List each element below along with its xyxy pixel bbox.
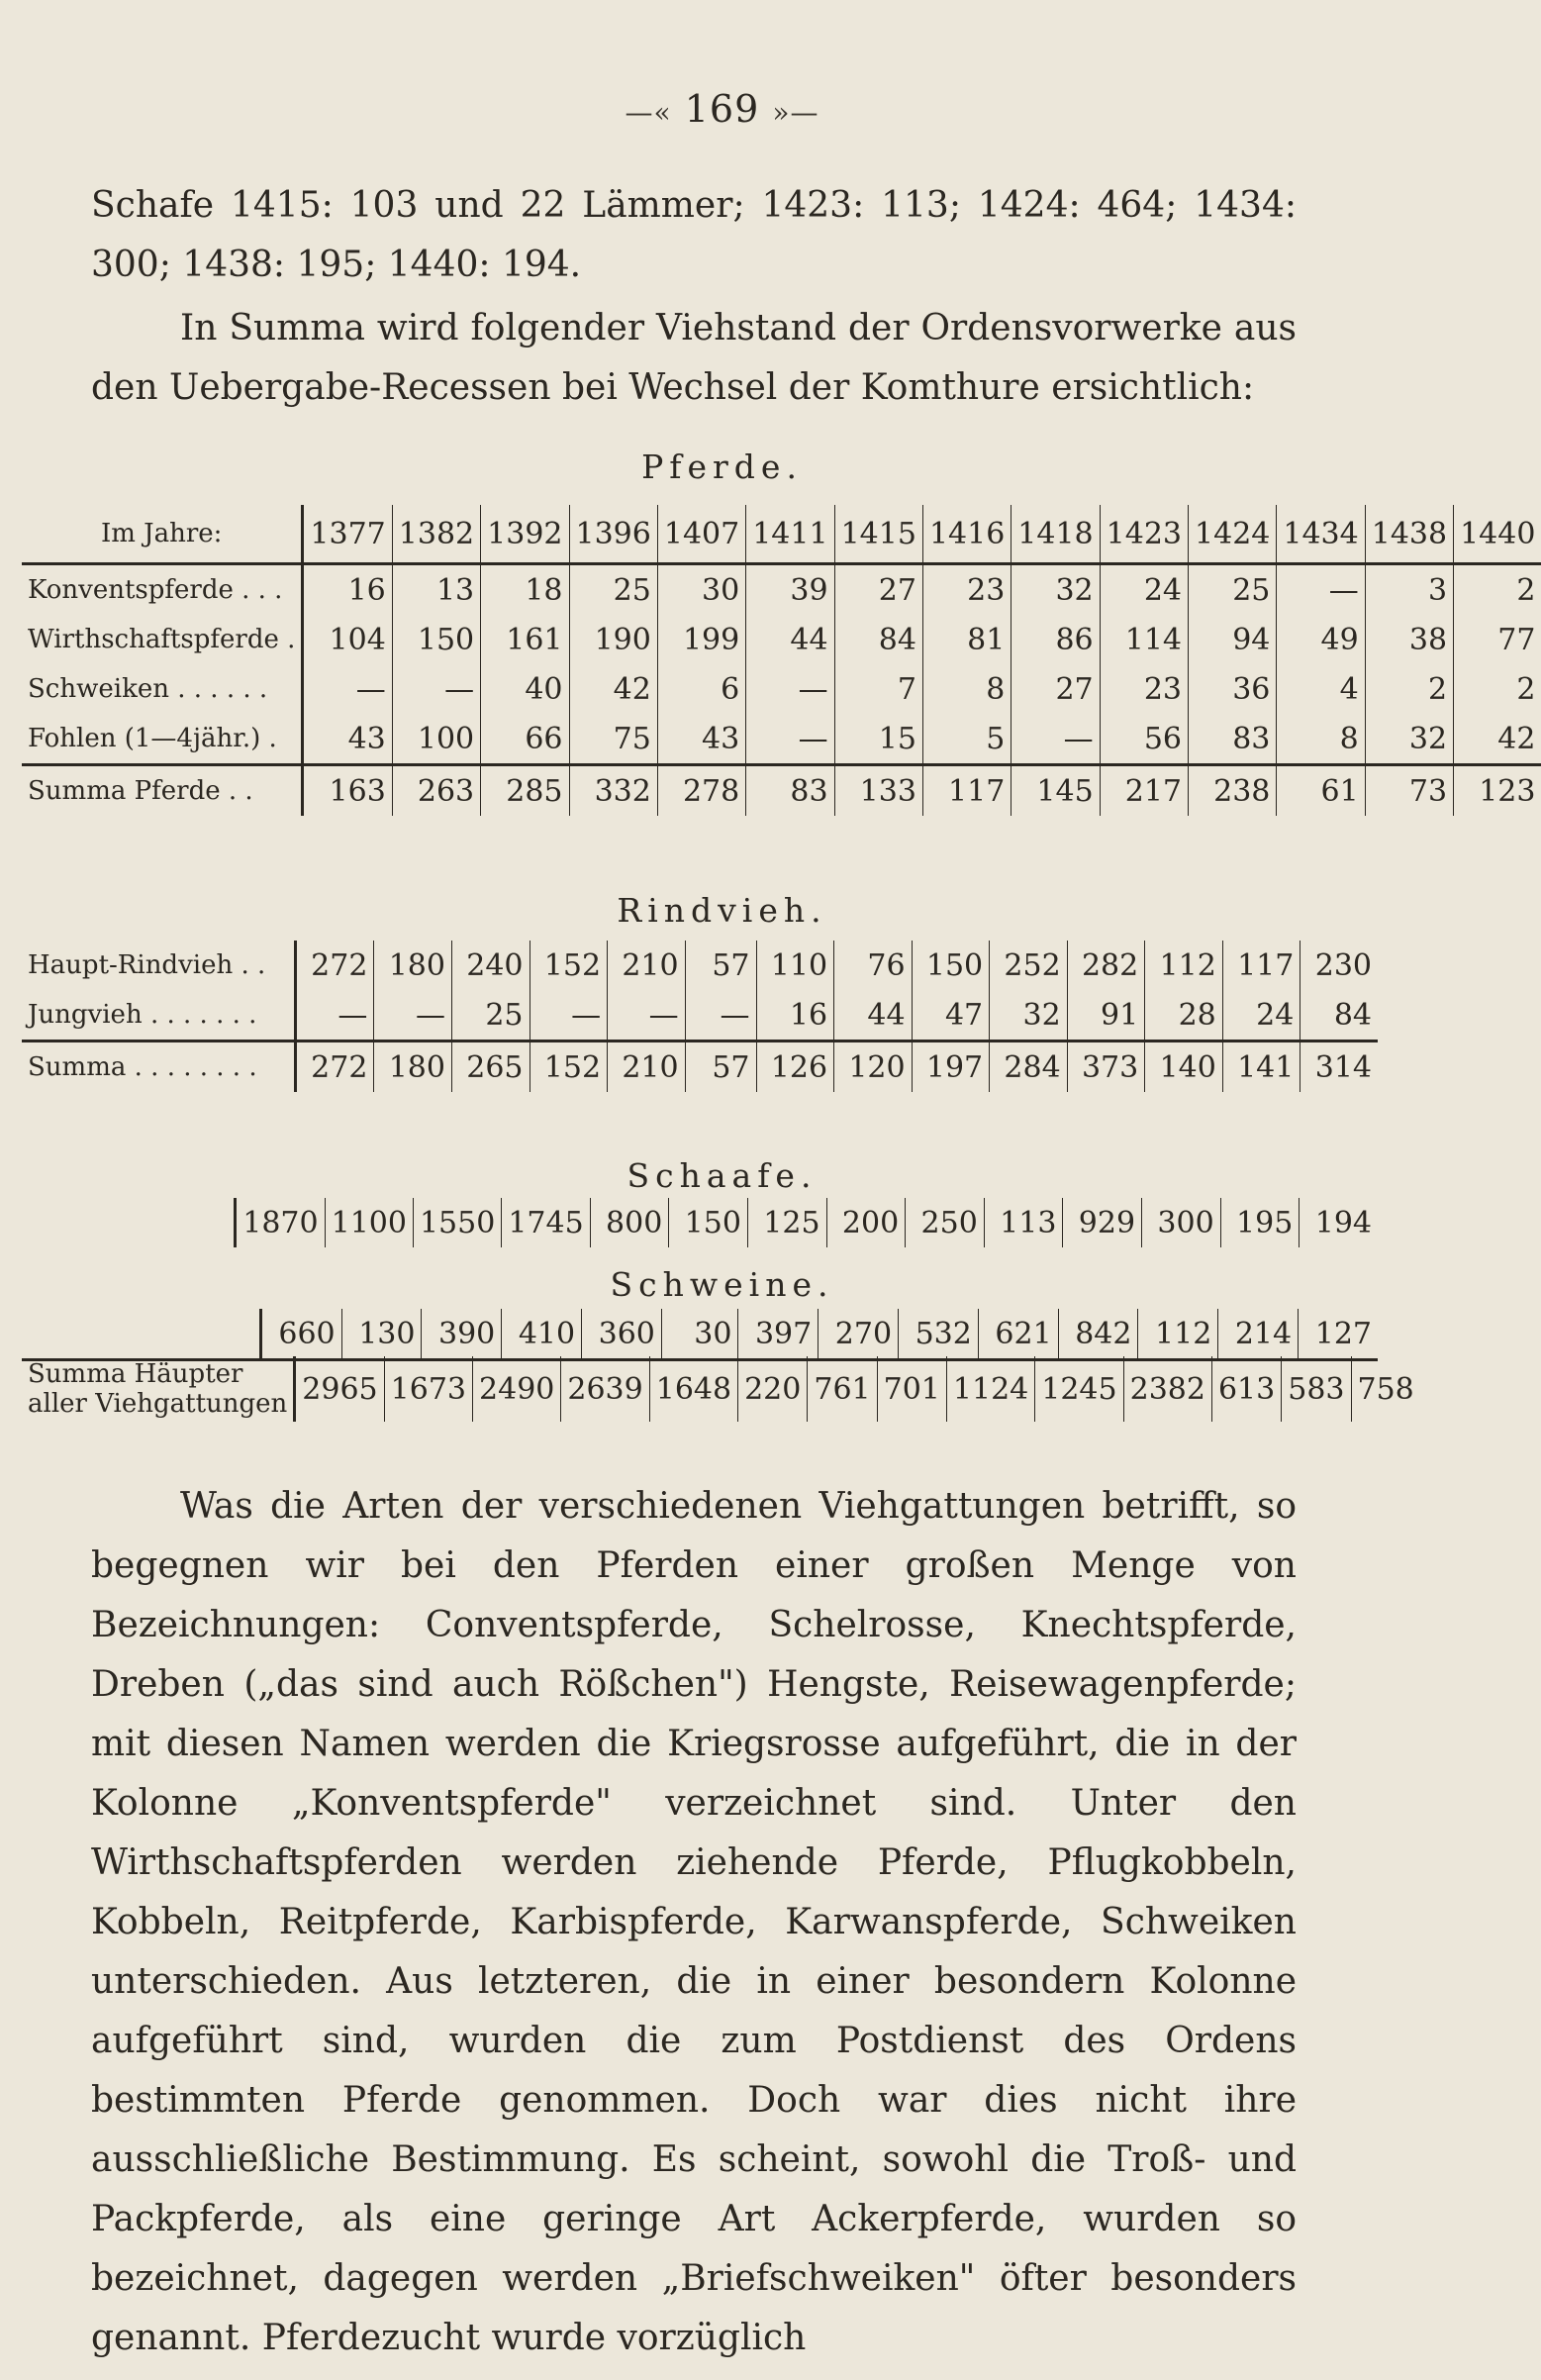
schaafe-row-cell: 125 [747,1198,826,1247]
pferde-row-cell: 43 [303,714,392,765]
year-header-cell: 1440 [1454,505,1541,564]
schweine-row-cell: 30 [661,1309,738,1360]
schaafe-row-cell: 1100 [325,1198,413,1247]
year-header-cell: 1423 [1100,505,1188,564]
pferde-row-cell: 39 [746,564,834,616]
pferde-row-cell: 30 [657,564,745,616]
year-header-row [22,505,1541,564]
schaafe-row-cell: 1870 [236,1198,325,1247]
rindvieh-sum-row-cell: 140 [1145,1041,1223,1093]
pferde-row-cell: 13 [392,564,480,616]
pferde-sum-row-cell: 278 [657,765,745,817]
pferde-row [22,714,1541,765]
year-header-cell: 1434 [1277,505,1365,564]
rindvieh-row-cell: 25 [451,990,530,1041]
rindvieh-row-cell: 282 [1067,941,1145,990]
pferde-row-cell: 75 [569,714,657,765]
closing-paragraph: Was die Arten der verschiedenen Viehgattungen betrifft, so begegnen wir bei den Pferden einer großen Menge von Bezeichnungen: Conventspferde, Schelrosse, Knechtspferde, Dreben („das sind auch Rößchen") Hengste, Reisewagenpferde; mit diesen Namen werden die Kriegsrosse aufgeführt, die in der Kolonne „Konventspferde" verzeichnet sind. Unter den Wirthschaftspferden werden ziehende Pferde, Pflugkobbeln, Kobbeln, Reitpferde, Karbispferde, Karwanspferde, Schweiken unterschieden. Aus letzteren, die in einer besondern Kolonne aufgeführt sind, wurden die zum Postdienst des Ordens bestimmten Pferde genommen. Doch war dies nicht ihre ausschließliche Bestimmung. Es scheint, sowohl die Troß- und Packpferde, als eine geringe Art Ackerpferde, wurden so bezeichnet, dagegen werden „Briefschweiken" öfter besonders genannt. Pferdezucht wurde vorzüglich [91,1486,1297,2358]
year-header-cell: 1418 [1011,505,1100,564]
pferde-row-cell: 199 [657,615,745,664]
schaafe-row-cell: 800 [590,1198,669,1247]
rindvieh-row-cell: 230 [1300,941,1378,990]
year-header-cell: 1392 [481,505,569,564]
rindvieh-sum-row-cell: 197 [912,1041,990,1093]
year-header-label: Im Jahre: [22,505,303,564]
total-row-cell: 220 [738,1356,808,1422]
schweine-row-cell: 360 [582,1309,662,1360]
rindvieh-sum-row-cell: 373 [1067,1041,1145,1093]
year-header-cell: 1396 [569,505,657,564]
year-header-cell: 1424 [1189,505,1277,564]
rindvieh-sum-row-cell: 284 [990,1041,1068,1093]
schaafe-row-cell: 250 [906,1198,985,1247]
schaafe-row-cell: 150 [669,1198,748,1247]
pferde-row-cell: — [303,664,392,714]
rindvieh-row-cell: 117 [1222,941,1300,990]
rindvieh-row-cell: 110 [756,941,834,990]
year-header-cell: 1382 [392,505,480,564]
rindvieh-row-cell: 91 [1067,990,1145,1041]
total-row-label [22,1356,295,1422]
pferde-row-cell: 25 [1189,564,1277,616]
rindvieh-row-cell: — [608,990,686,1041]
pferde-sum-row-cell: 83 [746,765,834,817]
year-header-cell: 1411 [746,505,834,564]
schaafe-row-cell: 195 [1220,1198,1300,1247]
pferde-row-cell: 7 [834,664,922,714]
pferde-row-cell: 2 [1454,564,1541,616]
pferde-row-label: Schweiken . . . . . . [28,674,268,704]
pferde-row-cell: — [746,664,834,714]
pferde-row-cell: 114 [1100,615,1188,664]
total-row [22,1356,1420,1422]
schweine-row-cell: 112 [1138,1309,1218,1360]
pferde-row-cell: 150 [392,615,480,664]
intro-paragraph-1: Schafe 1415: 103 und 22 Lämmer; 1423: 113; 1424: 464; 1434: 300; 1438: 195; 1440: 194. [91,185,1297,285]
pferde-row-cell: 56 [1100,714,1188,765]
schweine-row-cell: 214 [1218,1309,1299,1360]
pferde-row [22,564,1541,616]
intro-paragraph-2: In Summa wird folgender Viehstand der Ordensvorwerke aus den Uebergabe-Recessen bei Wechsel der Komthure ersichtlich: [91,308,1297,408]
pferde-row-cell: 5 [922,714,1011,765]
pferde-row-cell: 49 [1277,615,1365,664]
pferde-row-cell: 18 [481,564,569,616]
total-table [22,1356,1420,1422]
pferde-row-cell: 36 [1189,664,1277,714]
pferde-row-cell: 4 [1277,664,1365,714]
pferde-sum-row-cell: 61 [1277,765,1365,817]
rindvieh-sum-row-cell: 314 [1300,1041,1378,1093]
rindvieh-row-cell: — [295,990,374,1041]
rindvieh-sum-row-cell: 180 [374,1041,452,1093]
pferde-row-cell: 81 [922,615,1011,664]
pferde-sum-row-cell: 123 [1454,765,1541,817]
schweine-row-cell: 130 [341,1309,422,1360]
pferde-table [22,505,1541,816]
rindvieh-sum-row-cell: 141 [1222,1041,1300,1093]
rindvieh-row-cell: 252 [990,941,1068,990]
total-row-cell: 613 [1211,1356,1281,1422]
pferde-row-cell: 190 [569,615,657,664]
pferde-sum-row-cell: 73 [1365,765,1453,817]
schaafe-row-cell: 1745 [502,1198,590,1247]
pferde-sum-row-cell: 217 [1100,765,1188,817]
rindvieh-row-cell: 84 [1300,990,1378,1041]
pferde-row-cell: 83 [1189,714,1277,765]
total-row-cell: 1648 [649,1356,737,1422]
page-number: 169 [684,87,760,131]
pferde-row-cell: 8 [1277,714,1365,765]
total-row-cell: 2382 [1123,1356,1211,1422]
rindvieh-sum-row [22,1041,1378,1093]
pferde-row-cell: 8 [922,664,1011,714]
rindvieh-row-cell: 152 [530,941,608,990]
total-row-cell: 2965 [295,1356,384,1422]
rindvieh-sum-row-cell: 57 [685,1041,756,1093]
schaafe-row-cell: 113 [984,1198,1063,1247]
pferde-row-cell: — [746,714,834,765]
section-title-schweine: Schweine. [610,1265,834,1304]
rindvieh-row-cell: 28 [1145,990,1223,1041]
pferde-row-cell: 3 [1365,564,1453,616]
total-row-cell: 761 [808,1356,877,1422]
pferde-sum-row [22,765,1541,817]
pferde-row-cell: 42 [1454,714,1541,765]
schweine-row-cell: 842 [1058,1309,1138,1360]
pferde-row-cell: 15 [834,714,922,765]
total-row-cell: 583 [1282,1356,1351,1422]
pferde-row [22,615,1541,664]
schaafe-row-cell: 1550 [413,1198,501,1247]
schaafe-row [22,1198,1378,1247]
pferde-sum-row-cell: 133 [834,765,922,817]
right-ornament: »— [772,96,819,129]
rindvieh-row-cell: 150 [912,941,990,990]
pferde-row-cell: 77 [1454,615,1541,664]
total-row-cell: 1673 [384,1356,472,1422]
total-row-cell: 1124 [946,1356,1034,1422]
schaafe-row-cell: 194 [1300,1198,1378,1247]
pferde-row-label: Konventspferde . . . [28,575,283,605]
rindvieh-sum-row-cell: 120 [834,1041,913,1093]
rindvieh-row-cell: 112 [1145,941,1223,990]
pferde-row-cell: 43 [657,714,745,765]
left-ornament: —« [625,96,672,129]
pferde-sum-row-label: Summa Pferde . . [22,765,303,817]
rindvieh-sum-row-cell: 152 [530,1041,608,1093]
total-row-cell: 701 [877,1356,946,1422]
schweine-row-cell: 397 [738,1309,819,1360]
rindvieh-row [22,990,1378,1041]
pferde-row-cell: 104 [303,615,392,664]
pferde-row-cell: 24 [1100,564,1188,616]
total-row-cell: 758 [1351,1356,1420,1422]
schweine-row [22,1309,1378,1360]
pferde-row-cell: 23 [1100,664,1188,714]
schweine-row-cell: 127 [1299,1309,1378,1360]
rindvieh-row-cell: 180 [374,941,452,990]
pferde-row-label: Wirthschaftspferde . [28,625,296,654]
pferde-sum-row-cell: 263 [392,765,480,817]
pferde-sum-row-cell: 145 [1011,765,1100,817]
total-label-line1: Summa Häupter [28,1359,243,1389]
schweine-row-label [22,1309,260,1360]
total-row-cell: 1245 [1035,1356,1123,1422]
pferde-row-cell: 32 [1011,564,1100,616]
pferde-row-cell: 2 [1454,664,1541,714]
pferde-sum-row-cell: 117 [922,765,1011,817]
year-header-cell: 1416 [922,505,1011,564]
rindvieh-row-cell: 272 [295,941,374,990]
year-header-cell: 1415 [834,505,922,564]
year-header-cell: 1407 [657,505,745,564]
schaafe-table [22,1198,1378,1247]
rindvieh-row-cell: 24 [1222,990,1300,1041]
schweine-row-cell: 532 [899,1309,979,1360]
pferde-row-cell: 94 [1189,615,1277,664]
pferde-row-cell: — [392,664,480,714]
schaafe-row-cell: 200 [826,1198,906,1247]
rindvieh-row-cell: 44 [834,990,913,1041]
pferde-sum-row-cell: 238 [1189,765,1277,817]
pferde-sum-row-cell: 285 [481,765,569,817]
schaafe-row-cell: 300 [1142,1198,1221,1247]
rindvieh-row-cell: 47 [912,990,990,1041]
pferde-row-cell: 40 [481,664,569,714]
rindvieh-sum-row-cell: 272 [295,1041,374,1093]
pferde-row-cell: 86 [1011,615,1100,664]
rindvieh-row-label: Jungvieh . . . . . . . [22,990,295,1041]
rindvieh-sum-row-cell: 265 [451,1041,530,1093]
pferde-row-cell: 25 [569,564,657,616]
pferde-row-cell: 23 [922,564,1011,616]
pferde-row-cell: 38 [1365,615,1453,664]
rindvieh-row-cell: — [374,990,452,1041]
pferde-row-cell: 161 [481,615,569,664]
total-label-line2: aller Viehgattungen [28,1389,288,1419]
rindvieh-sum-row-label: Summa . . . . . . . . [28,1052,257,1082]
rindvieh-row-cell: — [530,990,608,1041]
pferde-row-cell: 44 [746,615,834,664]
rindvieh-sum-row-cell: 210 [608,1041,686,1093]
section-title-pferde: Pferde. [641,447,803,486]
schweine-row-cell: 390 [422,1309,502,1360]
schweine-table [22,1309,1378,1361]
rindvieh-row [22,941,1378,990]
pferde-row-cell: — [1011,714,1100,765]
rindvieh-row-cell: 32 [990,990,1068,1041]
pferde-sum-row-cell: 332 [569,765,657,817]
pferde-row-cell: 42 [569,664,657,714]
pferde-row-cell: 27 [1011,664,1100,714]
pferde-row-cell: 100 [392,714,480,765]
pferde-row [22,664,1541,714]
rindvieh-row-cell: 16 [756,990,834,1041]
rindvieh-row-cell: 76 [834,941,913,990]
year-header-cell: 1377 [303,505,392,564]
schweine-row-cell: 410 [502,1309,582,1360]
total-row-cell: 2639 [561,1356,649,1422]
section-title-schaafe: Schaafe. [626,1156,818,1195]
schaafe-row-label [22,1198,236,1247]
pferde-row-cell: 2 [1365,664,1453,714]
schweine-row-cell: 621 [978,1309,1058,1360]
page-header [0,87,1444,131]
rindvieh-row-cell: 240 [451,941,530,990]
rindvieh-row-label: Haupt-Rindvieh . . [28,950,266,980]
rindvieh-row-cell: 57 [685,941,756,990]
pferde-row-cell: 66 [481,714,569,765]
pferde-row-cell: 6 [657,664,745,714]
pferde-row-cell: 16 [303,564,392,616]
pferde-row-label: Fohlen (1—4jähr.) . [28,724,277,753]
rindvieh-table [22,941,1378,1092]
total-row-cell: 2490 [473,1356,561,1422]
pferde-row-cell: 32 [1365,714,1453,765]
rindvieh-row-cell: — [685,990,756,1041]
pferde-row-cell: 27 [834,564,922,616]
rindvieh-row-cell: 210 [608,941,686,990]
year-header-cell: 1438 [1365,505,1453,564]
pferde-sum-row-cell: 163 [303,765,392,817]
section-title-rindvieh: Rindvieh. [617,891,827,930]
rindvieh-sum-row-cell: 126 [756,1041,834,1093]
pferde-row-cell: 84 [834,615,922,664]
schweine-row-cell: 270 [819,1309,899,1360]
pferde-row-cell: — [1277,564,1365,616]
schweine-row-cell: 660 [260,1309,341,1360]
schaafe-row-cell: 929 [1063,1198,1142,1247]
